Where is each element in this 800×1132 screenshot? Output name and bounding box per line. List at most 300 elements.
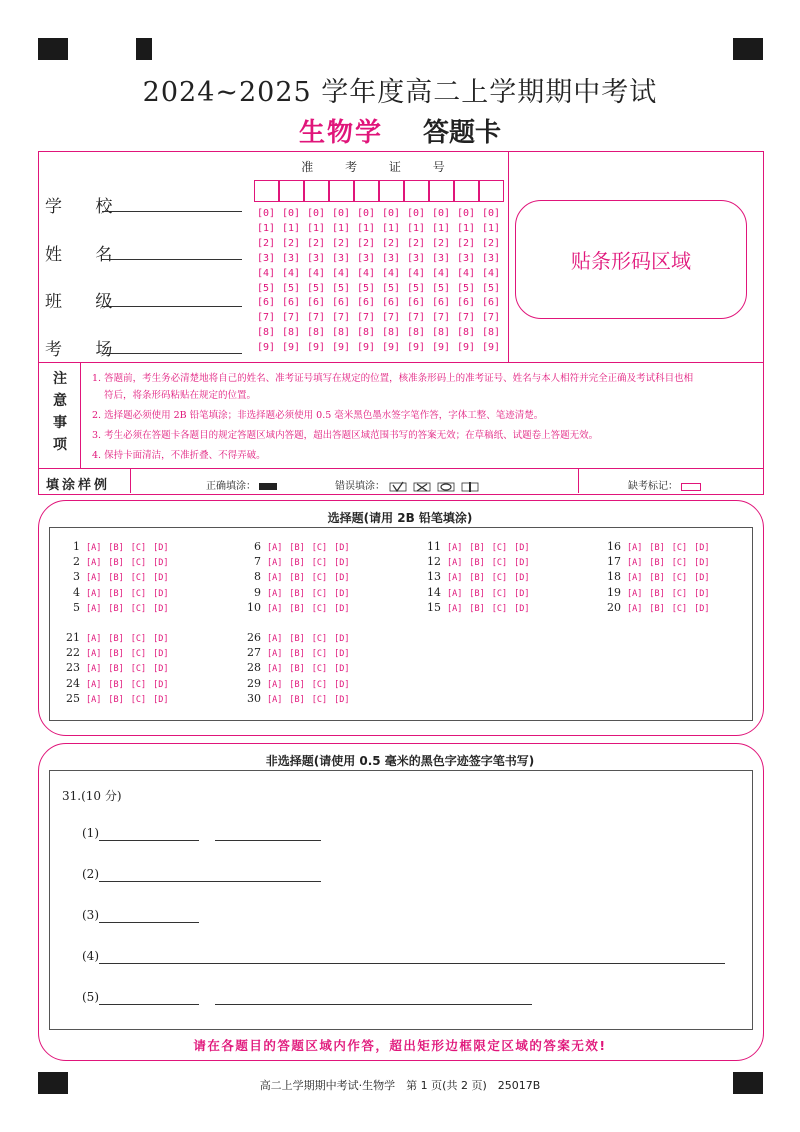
wrong-fill-sample	[335, 477, 498, 493]
answer-bubble[interactable]: [A]	[86, 603, 102, 614]
answer-bubble[interactable]: [C]	[311, 649, 328, 660]
notice-item: 3. 考生必须在答题卡各题目的规定答题区域内答题，超出答题区域范围书写的答案无效；在草稿纸、试题卷上答题无效。	[92, 430, 599, 441]
answer-bubble[interactable]: [B]	[649, 603, 665, 614]
question-number: 8	[254, 570, 261, 584]
answer-bubble[interactable]: [C]	[311, 588, 328, 599]
exam-id-digit-bubble[interactable]: [0]	[457, 208, 476, 219]
exam-id-digit-bubble[interactable]: [2]	[457, 237, 476, 249]
question-number: 26	[247, 631, 261, 644]
exam-id-digit-bubble[interactable]: [4]	[357, 267, 376, 279]
answer-bubble[interactable]: [B]	[469, 603, 485, 614]
answer-bubble[interactable]: [B]	[469, 588, 485, 599]
exam-id-digit-bubble[interactable]: [0]	[382, 208, 401, 219]
answer-bubble[interactable]: [A]	[267, 664, 283, 675]
answer-bubble[interactable]: [A]	[86, 588, 102, 599]
exam-id-digit-bubble[interactable]: [2]	[282, 237, 301, 249]
exam-id-digit-bubble[interactable]: [1]	[457, 222, 476, 234]
exam-id-digit-bubble[interactable]: [5]	[257, 282, 276, 294]
wrong-fill-label: 错误填涂：	[335, 481, 385, 492]
exam-id-digit-bubble[interactable]: [4]	[332, 267, 351, 279]
answer-bubble[interactable]: [A]	[267, 603, 283, 614]
exam-id-digit-bubble[interactable]: [8]	[482, 327, 501, 339]
exam-id-digit-bubble[interactable]: [8]	[457, 327, 476, 339]
answer-bubble[interactable]: [B]	[649, 573, 665, 584]
notice-item: 符后，将条形码粘贴在规定的位置。	[104, 390, 257, 401]
answer-bubble[interactable]: [D]	[514, 543, 530, 553]
notes-heading-divider	[80, 362, 81, 468]
exam-id-digit-bubble[interactable]: [9]	[282, 342, 301, 354]
answer-bubble[interactable]: [D]	[694, 603, 710, 614]
exam-id-digit-bubble[interactable]: [4]	[407, 267, 426, 279]
exam-id-digit-bubble[interactable]: [0]	[482, 208, 501, 219]
choice-question-row	[423, 586, 536, 599]
answer-bubble[interactable]: [B]	[289, 634, 305, 644]
answer-bubble[interactable]: [C]	[491, 558, 508, 569]
absent-mark-box[interactable]	[681, 483, 701, 491]
answer-bubble[interactable]: [D]	[514, 588, 530, 599]
choice-question-row	[62, 646, 175, 659]
exam-id-digit-bubble[interactable]: [5]	[407, 282, 426, 294]
exam-id-digit-bubble[interactable]: [6]	[407, 297, 426, 309]
answer-bubble[interactable]: [A]	[627, 558, 643, 569]
exam-id-digit-bubble[interactable]: [6]	[282, 297, 301, 309]
answer-bubble[interactable]: [C]	[491, 543, 508, 553]
part-5-answer-blank[interactable]	[215, 1004, 532, 1005]
choice-question-row	[243, 677, 356, 690]
question-number: 18	[607, 570, 621, 584]
answer-bubble[interactable]: [C]	[311, 543, 328, 553]
exam-id-digit-bubble[interactable]: [1]	[282, 222, 301, 234]
correct-fill-label: 正确填涂：	[206, 481, 256, 492]
exam-id-digit-bubble[interactable]: [5]	[432, 282, 451, 294]
answer-bubble[interactable]: [C]	[491, 588, 508, 599]
info-divider	[38, 362, 763, 363]
exam-id-digit-bubble[interactable]: [3]	[382, 252, 401, 264]
exam-id-digit-bubble[interactable]: [4]	[382, 267, 401, 279]
question-number: 9	[254, 585, 261, 599]
exam-id-digit-bubble[interactable]: [9]	[382, 342, 401, 354]
part-2-answer-blank[interactable]	[99, 881, 321, 882]
question-number: 3	[73, 570, 80, 584]
exam-id-digit-bubble[interactable]: [6]	[257, 297, 276, 309]
exam-id-cell[interactable]	[279, 180, 304, 202]
answer-bubble[interactable]: [C]	[671, 543, 688, 553]
answer-bubble[interactable]: [D]	[334, 558, 350, 569]
exam-id-digit-bubble[interactable]: [2]	[257, 237, 276, 249]
answer-bubble[interactable]: [A]	[267, 558, 283, 569]
question-number: 21	[66, 631, 80, 644]
question-number: 29	[247, 676, 261, 690]
correct-fill-sample	[206, 477, 277, 492]
exam-id-digit-bubble[interactable]: [9]	[307, 342, 326, 354]
answer-bubble[interactable]: [C]	[311, 694, 328, 705]
answer-bubble[interactable]: [C]	[671, 573, 688, 584]
question-number: 13	[427, 570, 441, 584]
answer-bubble[interactable]: [A]	[267, 679, 283, 690]
exam-id-cell[interactable]	[479, 180, 504, 202]
exam-id-digit-bubble[interactable]: [1]	[257, 222, 276, 234]
exam-id-cell[interactable]	[329, 180, 354, 202]
exam-id-digit-bubble[interactable]: [0]	[257, 208, 276, 219]
exam-title: 2024~2025 学年度高二上学期期中考试	[142, 77, 658, 108]
answer-bubble[interactable]: [C]	[130, 558, 147, 569]
question-31-label: 31.(10 分)	[62, 789, 122, 803]
exam-id-digit-bubble[interactable]: [9]	[332, 342, 351, 354]
answer-bubble[interactable]: [B]	[469, 543, 485, 553]
answer-bubble[interactable]: [B]	[108, 679, 124, 690]
school-label: 学 校	[45, 197, 127, 217]
answer-bubble[interactable]: [B]	[649, 558, 665, 569]
exam-id-digit-bubble[interactable]: [1]	[432, 222, 451, 234]
answer-bubble[interactable]: [D]	[334, 634, 350, 644]
question-number: 10	[247, 600, 261, 614]
exam-id-digit-bubble[interactable]: [6]	[332, 297, 351, 309]
answer-bubble[interactable]: [B]	[289, 573, 305, 584]
exam-id-digit-bubble[interactable]: [2]	[382, 237, 401, 249]
answer-bubble[interactable]: [D]	[153, 588, 169, 599]
exam-id-digit-bubble[interactable]: [5]	[457, 282, 476, 294]
exam-id-digit-bubble[interactable]: [7]	[382, 312, 401, 324]
exam-id-digit-bubble[interactable]: [2]	[407, 237, 426, 249]
answer-bubble[interactable]: [C]	[130, 634, 147, 644]
answer-bubble[interactable]: [D]	[153, 649, 169, 660]
answer-bubble[interactable]: [D]	[334, 664, 350, 675]
answer-bubble[interactable]: [A]	[86, 694, 102, 705]
exam-id-digit-bubble[interactable]: [6]	[457, 297, 476, 309]
exam-id-digit-bubble[interactable]: [3]	[457, 252, 476, 264]
choice-question-row	[62, 631, 175, 644]
exam-id-digit-bubble[interactable]: [0]	[432, 208, 451, 219]
exam-id-digit-bubble[interactable]: [8]	[357, 327, 376, 339]
answer-bubble[interactable]: [A]	[627, 573, 643, 584]
exam-id-digit-bubble[interactable]: [0]	[282, 208, 301, 219]
answer-bubble[interactable]: [A]	[447, 603, 463, 614]
answer-bubble[interactable]: [D]	[153, 694, 169, 705]
exam-id-digit-bubble[interactable]: [9]	[482, 342, 501, 354]
question-number: 20	[607, 600, 621, 614]
question-number: 15	[427, 600, 441, 614]
fill-sample-heading: 填涂样例	[46, 478, 111, 493]
exam-id-digit-bubble[interactable]: [3]	[357, 252, 376, 264]
choice-question-row	[62, 692, 175, 705]
answer-bubble[interactable]: [B]	[108, 694, 124, 705]
question-number: 30	[247, 691, 261, 705]
answer-bubble[interactable]: [D]	[153, 603, 169, 614]
part-5-answer-blank[interactable]	[99, 1004, 199, 1005]
part-1-label: (1)	[82, 826, 99, 840]
question-number: 28	[247, 661, 261, 675]
exam-id-cell[interactable]	[254, 180, 279, 202]
answer-bubble[interactable]: [B]	[289, 603, 305, 614]
exam-id-digit-bubble[interactable]: [7]	[432, 312, 451, 324]
answer-bubble[interactable]: [C]	[311, 664, 328, 675]
answer-bubble[interactable]: [C]	[130, 664, 147, 675]
exam-id-digit-bubble[interactable]: [1]	[382, 222, 401, 234]
notes-heading-char: 注	[53, 371, 67, 387]
exam-id-digit-bubble[interactable]: [6]	[357, 297, 376, 309]
exam-id-digit-bubble[interactable]: [8]	[382, 327, 401, 339]
answer-bubble[interactable]: [C]	[671, 588, 688, 599]
answer-bubble[interactable]: [C]	[130, 694, 147, 705]
exam-id-heading: 准 考 证 号	[301, 160, 459, 174]
answer-bubble[interactable]: [D]	[334, 649, 350, 660]
exam-id-digit-bubble[interactable]: [1]	[482, 222, 501, 234]
answer-bubble[interactable]: [B]	[108, 543, 124, 553]
answer-bubble[interactable]: [A]	[86, 634, 102, 644]
answer-bubble[interactable]: [A]	[267, 573, 283, 584]
class-field[interactable]	[102, 306, 242, 307]
answer-bubble[interactable]: [C]	[130, 573, 147, 584]
exam-id-digit-bubble[interactable]: [3]	[257, 252, 276, 264]
answer-bubble[interactable]: [B]	[469, 558, 485, 569]
answer-bubble[interactable]: [C]	[311, 573, 328, 584]
answer-bubble[interactable]: [D]	[153, 679, 169, 690]
part-1-answer-blank[interactable]	[215, 840, 321, 841]
question-number: 17	[607, 555, 621, 569]
exam-id-digit-bubble[interactable]: [4]	[482, 267, 501, 279]
answer-bubble[interactable]: [B]	[108, 634, 124, 644]
answer-bubble[interactable]: [D]	[153, 634, 169, 644]
exam-id-digit-bubble[interactable]: [2]	[307, 237, 326, 249]
exam-id-digit-bubble[interactable]: [7]	[257, 312, 276, 324]
part-4-answer-blank[interactable]	[99, 963, 725, 964]
answer-bubble[interactable]: [A]	[86, 543, 102, 553]
answer-bubble[interactable]: [A]	[86, 558, 102, 569]
answer-bubble[interactable]: [D]	[334, 694, 350, 705]
answer-bubble[interactable]: [B]	[108, 603, 124, 614]
answer-bubble[interactable]: [B]	[469, 573, 485, 584]
exam-id-digit-bubble[interactable]: [5]	[332, 282, 351, 294]
choice-question-row	[243, 570, 356, 583]
registration-mark-top-center	[136, 38, 152, 60]
card-label: 答题卡	[423, 118, 502, 148]
answer-bubble[interactable]: [C]	[130, 543, 147, 553]
answer-bubble[interactable]: [A]	[627, 543, 643, 553]
answer-bubble[interactable]: [C]	[311, 679, 328, 690]
answer-bubble[interactable]: [C]	[311, 603, 328, 614]
registration-mark-top-right	[733, 38, 763, 60]
question-number: 27	[247, 646, 261, 660]
question-number: 12	[427, 555, 441, 569]
answer-bubble[interactable]: [D]	[694, 588, 710, 599]
exam-id-digit-bubble[interactable]: [5]	[482, 282, 501, 294]
choice-question-row	[423, 540, 536, 553]
answer-bubble[interactable]: [A]	[447, 558, 463, 569]
answer-bubble[interactable]: [A]	[447, 573, 463, 584]
answer-bubble[interactable]: [B]	[289, 679, 305, 690]
exam-id-digit-bubble[interactable]: [3]	[307, 252, 326, 264]
exam-id-digit-bubble[interactable]: [2]	[332, 237, 351, 249]
answer-bubble[interactable]: [D]	[334, 603, 350, 614]
answer-bubble[interactable]: [C]	[130, 588, 147, 599]
exam-id-digit-bubble[interactable]: [7]	[282, 312, 301, 324]
answer-bubble[interactable]: [C]	[671, 558, 688, 569]
room-field[interactable]	[102, 353, 242, 354]
answer-bubble[interactable]: [D]	[153, 558, 169, 569]
answer-bubble[interactable]: [A]	[627, 603, 643, 614]
answer-bubble[interactable]: [D]	[334, 543, 350, 553]
exam-id-digit-bubble[interactable]: [6]	[482, 297, 501, 309]
exam-id-digit-bubble[interactable]: [4]	[457, 267, 476, 279]
exam-id-digit-bubble[interactable]: [3]	[332, 252, 351, 264]
answer-bubble[interactable]: [A]	[447, 588, 463, 599]
exam-id-digit-bubble[interactable]: [8]	[282, 327, 301, 339]
exam-id-digit-bubble[interactable]: [1]	[307, 222, 326, 234]
exam-id-digit-bubble[interactable]: [7]	[307, 312, 326, 324]
exam-id-digit-bubble[interactable]: [4]	[432, 267, 451, 279]
exam-id-digit-bubble[interactable]: [8]	[257, 327, 276, 339]
answer-bubble[interactable]: [A]	[267, 694, 283, 705]
answer-bubble[interactable]: [A]	[267, 588, 283, 599]
exam-id-digit-bubble[interactable]: [7]	[407, 312, 426, 324]
answer-bubble[interactable]: [D]	[334, 588, 350, 599]
answer-bubble[interactable]: [B]	[108, 558, 124, 569]
answer-bubble[interactable]: [C]	[311, 634, 328, 644]
exam-id-digit-bubble[interactable]: [9]	[257, 342, 276, 354]
exam-id-digit-bubble[interactable]: [0]	[332, 208, 351, 219]
answer-bubble[interactable]: [B]	[649, 588, 665, 599]
answer-bubble[interactable]: [A]	[86, 664, 102, 675]
choice-question-row	[603, 540, 716, 553]
exam-id-digit-bubble[interactable]: [4]	[257, 267, 276, 279]
exam-id-digit-bubble[interactable]: [7]	[457, 312, 476, 324]
exam-id-digit-bubble[interactable]: [5]	[382, 282, 401, 294]
answer-bubble[interactable]: [B]	[289, 558, 305, 569]
exam-id-digit-bubble[interactable]: [3]	[407, 252, 426, 264]
absent-mark-label: 缺考标记：	[628, 481, 678, 492]
exam-id-digit-bubble[interactable]: [1]	[407, 222, 426, 234]
exam-id-digit-bubble[interactable]: [5]	[282, 282, 301, 294]
answer-bubble[interactable]: [B]	[108, 649, 124, 660]
exam-id-digit-bubble[interactable]: [5]	[357, 282, 376, 294]
exam-id-cell[interactable]	[404, 180, 429, 202]
answer-bubble[interactable]: [D]	[153, 573, 169, 584]
exam-id-digit-bubble[interactable]: [7]	[357, 312, 376, 324]
answer-bubble[interactable]: [D]	[514, 573, 530, 584]
answer-bubble[interactable]: [C]	[671, 603, 688, 614]
exam-id-digit-bubble[interactable]: [9]	[432, 342, 451, 354]
choice-question-row	[603, 570, 716, 583]
answer-bubble[interactable]: [B]	[289, 664, 305, 675]
answer-bubble[interactable]: [B]	[289, 649, 305, 660]
exam-id-digit-bubble[interactable]: [9]	[407, 342, 426, 354]
choice-question-row	[423, 555, 536, 568]
answer-bubble[interactable]: [D]	[153, 664, 169, 675]
answer-bubble[interactable]: [A]	[267, 543, 283, 553]
exam-id-digit-bubble[interactable]: [2]	[482, 237, 501, 249]
exam-id-digit-bubble[interactable]: [3]	[432, 252, 451, 264]
answer-bubble[interactable]: [B]	[649, 543, 665, 553]
question-number: 5	[73, 600, 80, 614]
answer-bubble[interactable]: [B]	[108, 588, 124, 599]
answer-bubble[interactable]: [A]	[86, 573, 102, 584]
notice-item: 4. 保持卡面清洁，不准折叠、不得弄破。	[92, 450, 266, 461]
exam-id-digit-bubble[interactable]: [6]	[432, 297, 451, 309]
exam-id-digit-bubble[interactable]: [2]	[432, 237, 451, 249]
exam-id-digit-bubble[interactable]: [5]	[307, 282, 326, 294]
exam-id-digit-bubble[interactable]: [7]	[482, 312, 501, 324]
answer-bubble[interactable]: [A]	[447, 543, 463, 553]
exam-id-digit-bubble[interactable]: [3]	[282, 252, 301, 264]
answer-bubble[interactable]: [D]	[153, 543, 169, 553]
part-3-answer-blank[interactable]	[99, 922, 199, 923]
exam-id-cell[interactable]	[354, 180, 379, 202]
exam-id-digit-bubble[interactable]: [6]	[307, 297, 326, 309]
school-field[interactable]	[102, 211, 242, 212]
exam-id-digit-bubble[interactable]: [8]	[407, 327, 426, 339]
choice-question-row	[603, 601, 716, 614]
answer-bubble[interactable]: [C]	[491, 603, 508, 614]
exam-id-digit-bubble[interactable]: [8]	[307, 327, 326, 339]
nonchoice-answer-box	[49, 770, 753, 1030]
answer-bubble[interactable]: [B]	[108, 664, 124, 675]
choice-heading: 选择题(请用 2B 铅笔填涂)	[327, 511, 473, 525]
fill-divider-2	[578, 468, 579, 493]
exam-id-digit-bubble[interactable]: [3]	[482, 252, 501, 264]
answer-bubble[interactable]: [C]	[311, 558, 328, 569]
exam-id-digit-bubble[interactable]: [1]	[332, 222, 351, 234]
exam-id-digit-bubble[interactable]: [9]	[357, 342, 376, 354]
part-1-answer-blank[interactable]	[99, 840, 199, 841]
answer-bubble[interactable]: [A]	[627, 588, 643, 599]
question-number: 1	[73, 540, 80, 553]
exam-id-cell[interactable]	[429, 180, 454, 202]
exam-id-cell[interactable]	[379, 180, 404, 202]
exam-id-digit-bubble[interactable]: [7]	[332, 312, 351, 324]
exam-id-digit-bubble[interactable]: [8]	[432, 327, 451, 339]
answer-bubble[interactable]: [D]	[694, 543, 710, 553]
answer-bubble[interactable]: [D]	[334, 573, 350, 584]
answer-bubble[interactable]: [B]	[108, 573, 124, 584]
answer-bubble[interactable]: [A]	[86, 679, 102, 690]
answer-bubble[interactable]: [C]	[491, 573, 508, 584]
answer-bubble[interactable]: [D]	[514, 603, 530, 614]
answer-bubble[interactable]: [D]	[694, 558, 710, 569]
answer-bubble[interactable]: [D]	[334, 679, 350, 690]
answer-bubble[interactable]: [A]	[86, 649, 102, 660]
exam-id-digit-bubble[interactable]: [4]	[307, 267, 326, 279]
name-field[interactable]	[102, 259, 242, 260]
answer-bubble[interactable]: [B]	[289, 694, 305, 705]
exam-id-digit-bubble[interactable]: [1]	[357, 222, 376, 234]
choice-question-row	[62, 586, 175, 599]
exam-id-digit-bubble[interactable]: [9]	[457, 342, 476, 354]
answer-bubble[interactable]: [A]	[267, 649, 283, 660]
question-number: 7	[254, 555, 261, 569]
answer-bubble[interactable]: [A]	[267, 634, 283, 644]
exam-id-digit-bubble[interactable]: [0]	[357, 208, 376, 219]
exam-id-digit-bubble[interactable]: [8]	[332, 327, 351, 339]
exam-id-digit-bubble[interactable]: [0]	[307, 208, 326, 219]
answer-bubble[interactable]: [D]	[694, 573, 710, 584]
exam-id-digit-bubble[interactable]: [6]	[382, 297, 401, 309]
exam-id-digit-bubble[interactable]: [0]	[407, 208, 426, 219]
exam-id-digit-bubble[interactable]: [4]	[282, 267, 301, 279]
answer-bubble[interactable]: [B]	[289, 543, 305, 553]
answer-bubble[interactable]: [D]	[514, 558, 530, 569]
exam-id-digit-bubble[interactable]: [2]	[357, 237, 376, 249]
question-number: 25	[66, 691, 80, 705]
answer-bubble[interactable]: [C]	[130, 603, 147, 614]
choice-question-row	[62, 540, 175, 553]
answer-bubble[interactable]: [C]	[130, 679, 147, 690]
registration-mark-top-left	[38, 38, 68, 60]
exam-id-cell[interactable]	[304, 180, 329, 202]
choice-question-row	[243, 661, 356, 674]
answer-bubble[interactable]: [C]	[130, 649, 147, 660]
answer-bubble[interactable]: [B]	[289, 588, 305, 599]
exam-id-cell[interactable]	[454, 180, 479, 202]
